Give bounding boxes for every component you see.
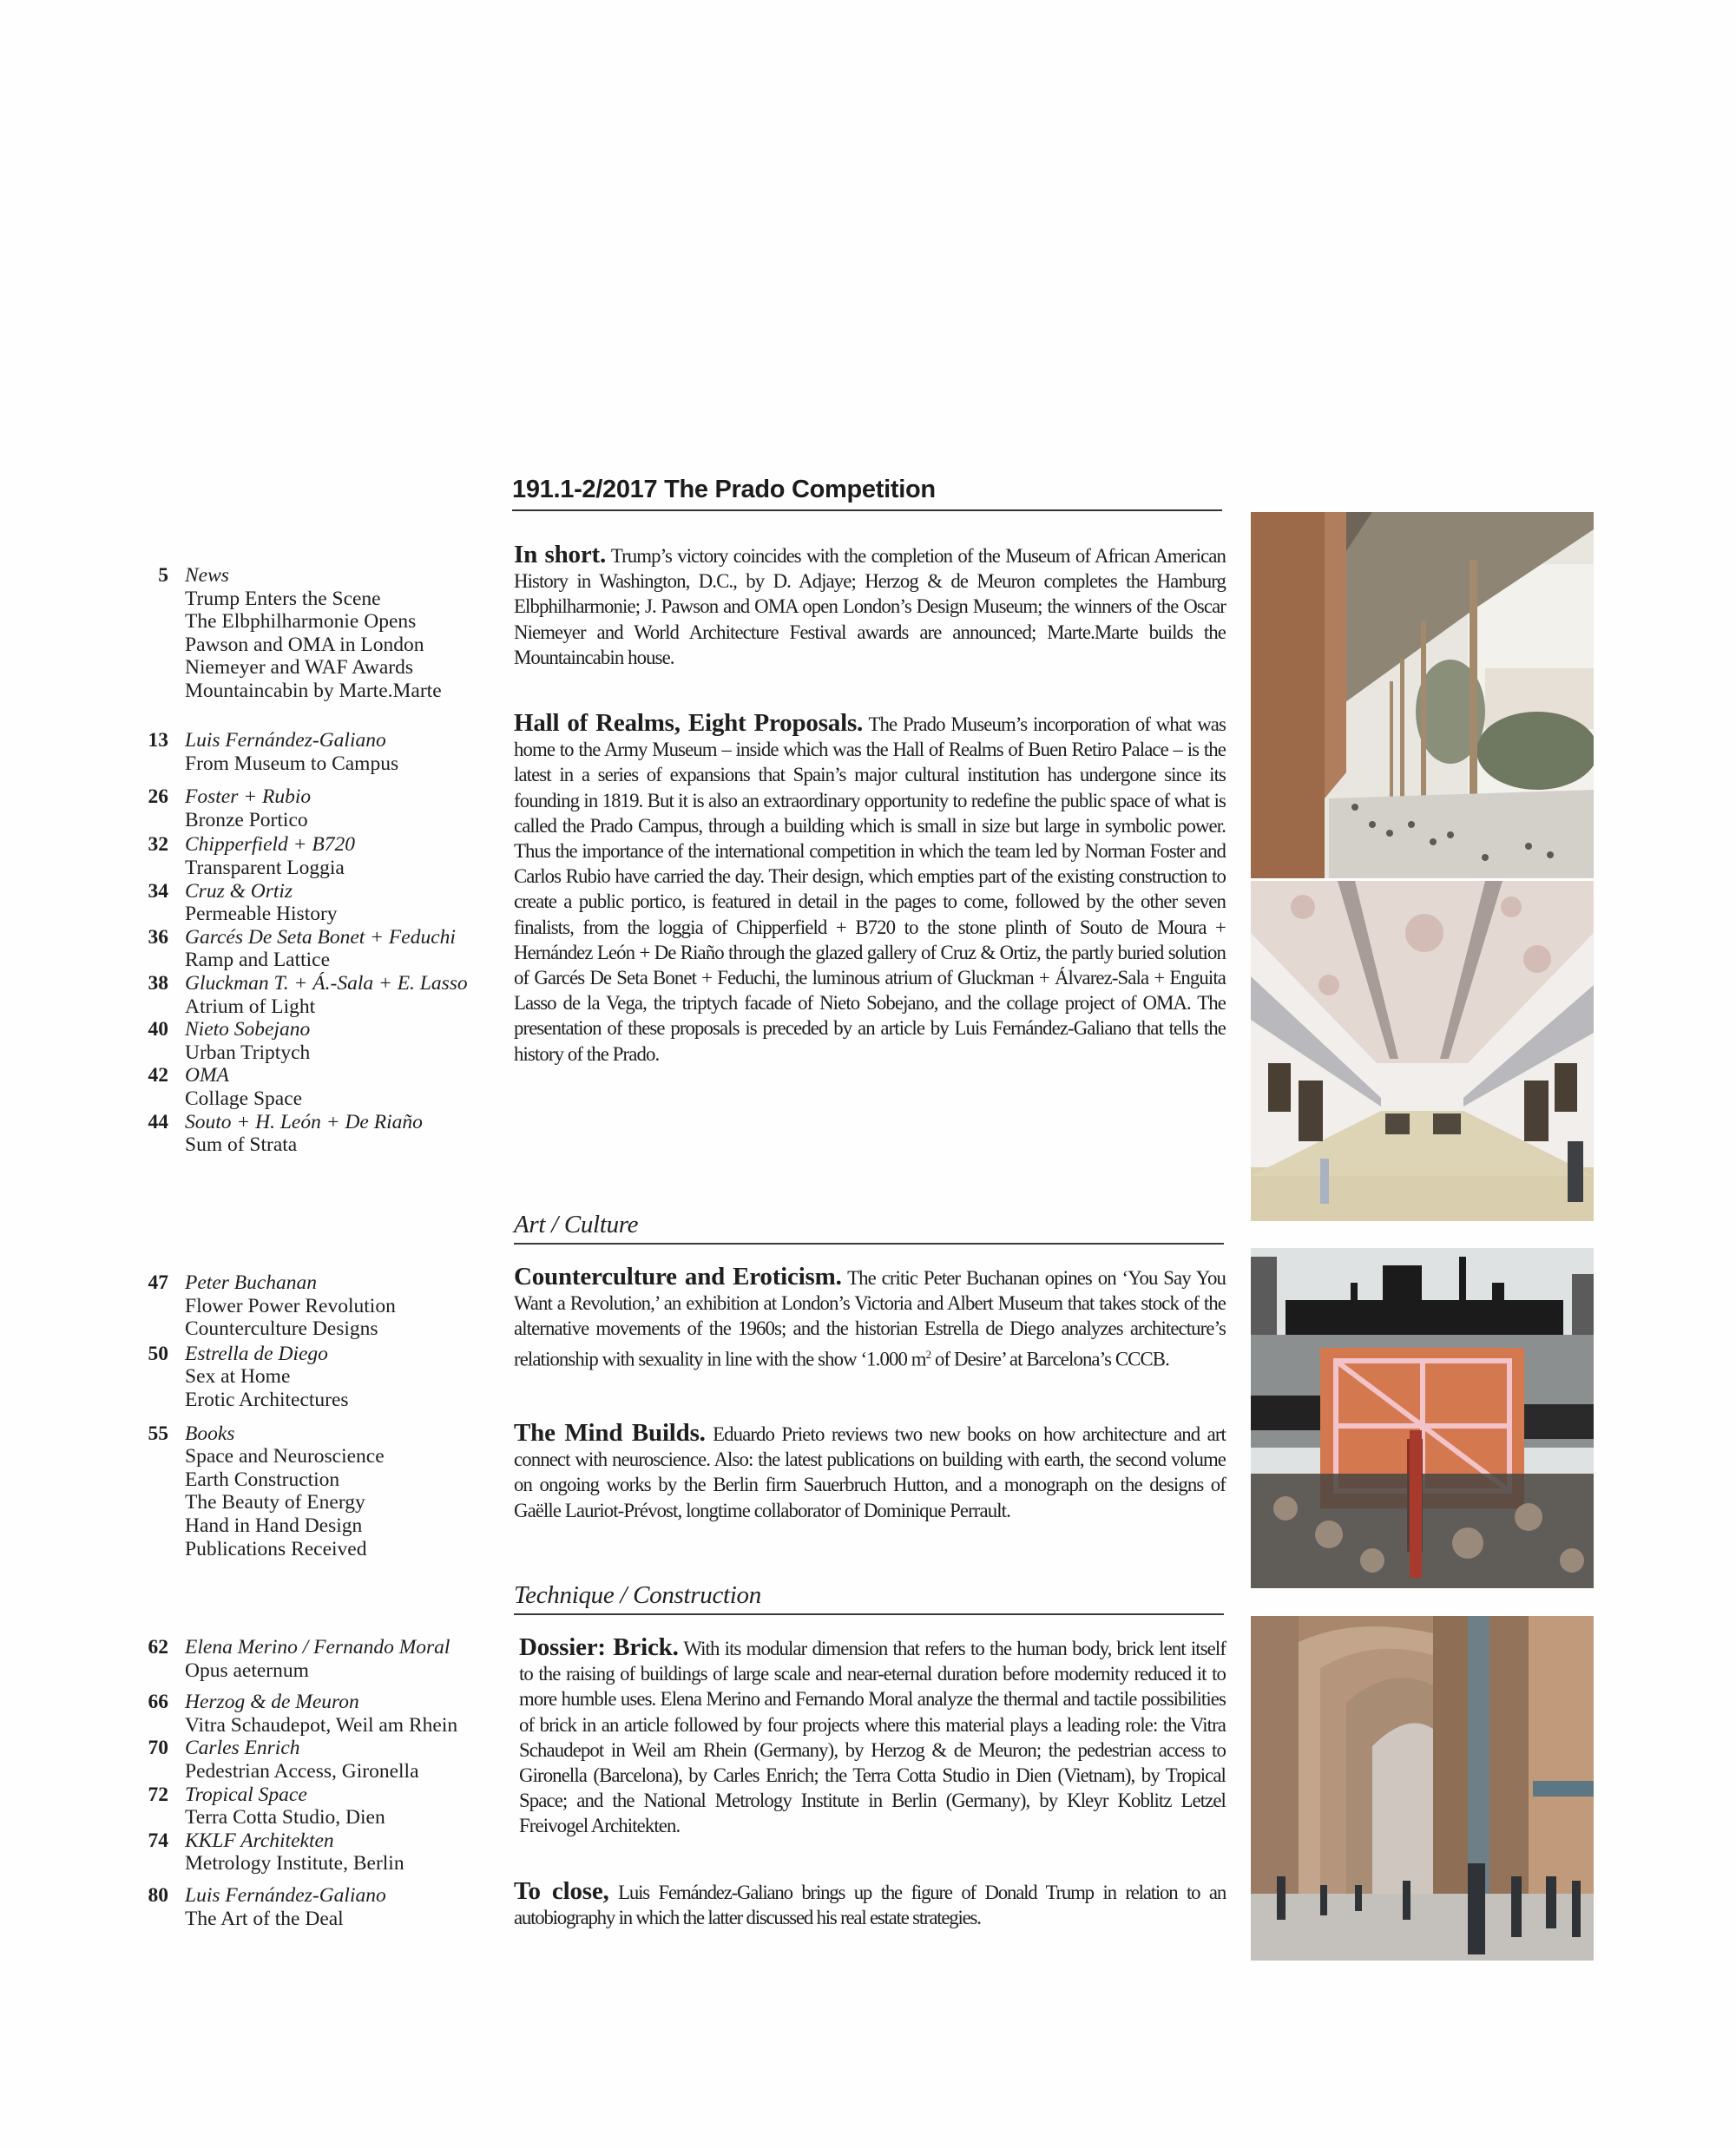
- toc-title: Mountaincabin by Marte.Marte: [185, 679, 442, 702]
- toc-page-number: 40: [148, 1018, 168, 1041]
- toc-title: Urban Triptych: [185, 1041, 311, 1064]
- section-heading-technique-construction: Technique / Construction: [514, 1581, 1224, 1615]
- toc-author: Tropical Space: [185, 1783, 307, 1806]
- toc-author: Chipperfield + B720: [185, 833, 356, 857]
- paragraph-lead: Hall of Realms, Eight Proposals.: [514, 709, 864, 737]
- superscript: 2: [925, 1347, 931, 1361]
- toc-entry[interactable]: [130, 972, 495, 1018]
- toc-group-prado: [130, 729, 495, 1157]
- toc-author: Elena Merino / Fernando Moral: [185, 1636, 450, 1659]
- paragraph-text: With its modular dimension that refers to the human body, brick lent itself to the raising of buildings of large scale and near-eternal duration before modernity reduced it to more humble uses. Elena Merino and Fernando Moral analyze the thermal and tactile possibilities of brick in an article followed by four projects where this material plays a leading role: the Vitra Schaudepot in Weil am Rhein (Germany), by Herzog & de Meuron; the pedestrian access to Gironella (Barcelona), by Carles Enrich; the Terra Cotta Studio in Dien (Vietnam), by Tropical Space; and the National Metrology Institute in Berlin (Germany), by Kleyr Koblitz Letzel Freivogel Architekten.: [519, 1638, 1226, 1837]
- toc-author: Souto + H. León + De Riaño: [185, 1110, 423, 1133]
- toc-title: Publications Received: [185, 1537, 367, 1560]
- toc-page-number: 70: [148, 1737, 168, 1760]
- toc-entry[interactable]: [130, 1343, 495, 1412]
- toc-entry[interactable]: [130, 926, 495, 972]
- toc-title: Collage Space: [185, 1087, 303, 1110]
- toc-author: KKLF Architekten: [185, 1829, 334, 1852]
- bronze-portico-image: [1251, 512, 1594, 878]
- issue-title: 191.1-2/2017 The Prado Competition: [512, 476, 1222, 511]
- toc-author: Gluckman T. + Á.-Sala + E. Lasso: [185, 971, 468, 995]
- toc-page-number: 55: [148, 1422, 168, 1445]
- toc-author: Luis Fernández-Galiano: [185, 1883, 386, 1907]
- toc-title: Flower Power Revolution: [185, 1294, 396, 1317]
- toc-author: Books: [185, 1422, 235, 1445]
- toc-author: Luis Fernández-Galiano: [185, 729, 386, 752]
- toc-page-number: 80: [148, 1883, 168, 1907]
- paragraph-lead: Dossier: Brick.: [519, 1633, 679, 1661]
- brick-hall-illustration: [1251, 1616, 1594, 1961]
- paragraph-lead: To close,: [514, 1877, 609, 1905]
- toc-title: Hand in Hand Design: [185, 1514, 363, 1537]
- toc-title: Ramp and Lattice: [185, 949, 331, 972]
- summary-to-close: [514, 1879, 1226, 1930]
- toc-title: Permeable History: [185, 903, 338, 926]
- toc-page-number: 32: [148, 833, 168, 857]
- toc-title: Earth Construction: [185, 1468, 340, 1491]
- portico-illustration: [1251, 512, 1594, 878]
- toc-entry[interactable]: [130, 1737, 495, 1783]
- toc-group-art-culture: [130, 1271, 495, 1560]
- toc-page-number: 66: [148, 1691, 168, 1714]
- toc-page-number: 74: [148, 1829, 168, 1852]
- paragraph-text: Trump’s victory coincides with the completion of the Museum of African American History in Washington, D.C., by D. Adjaye; Herzog & de Meuron completes the Hamburg Elbphilharmonie; J. Pawson and OMA open London’s Design Museum; the winners of the Oscar Niemeyer and World Architecture Festival awards are announced; Marte.Marte builds the Mountaincabin house.: [514, 545, 1226, 668]
- toc-title: Terra Cotta Studio, Dien: [185, 1806, 385, 1829]
- paragraph-text: Luis Fernández-Galiano brings up the figure of Donald Trump in relation to an autobiography in which the latter discussed his real estate strategies.: [514, 1882, 1226, 1929]
- paragraph-lead: Counterculture and Eroticism.: [514, 1263, 842, 1291]
- toc-entry[interactable]: [130, 785, 495, 831]
- toc-group-technique: [130, 1636, 495, 1930]
- toc-page-number: 13: [148, 729, 168, 752]
- toc-title: Sex at Home: [185, 1365, 291, 1389]
- toc-entry[interactable]: [130, 1829, 495, 1875]
- toc-group-news: [130, 564, 495, 703]
- summary-in-short: [514, 542, 1226, 670]
- paragraph-text: The critic Peter Buchanan opines on ‘You Say You Want a Revolution,’ an exhibition at London’s Victoria and Albert Museum that takes stock of the alternative movements of the 1960s; and the historian Estrella de Diego analyzes architecture’s relationship with sexuality in line with the show ‘1.000 m: [514, 1267, 1226, 1370]
- toc-title: Atrium of Light: [185, 995, 316, 1018]
- toc-author: Nieto Sobejano: [185, 1018, 311, 1041]
- toc-author: OMA: [185, 1064, 229, 1087]
- toc-title: Space and Neuroscience: [185, 1445, 385, 1468]
- toc-title: The Elbphilharmonie Opens: [185, 610, 417, 634]
- paragraph-lead: In short.: [514, 541, 607, 568]
- summary-mind-builds: [514, 1421, 1226, 1523]
- toc-author: Foster + Rubio: [185, 785, 312, 809]
- toc-entry[interactable]: [130, 1064, 495, 1110]
- toc-title: Niemeyer and WAF Awards: [185, 656, 414, 680]
- toc-title: Pedestrian Access, Gironella: [185, 1759, 419, 1783]
- toc-entry[interactable]: [130, 833, 495, 879]
- toc-entry[interactable]: [130, 1691, 495, 1737]
- toc-title: Counterculture Designs: [185, 1317, 378, 1341]
- toc-title: The Art of the Deal: [185, 1907, 344, 1930]
- toc-title: Erotic Architectures: [185, 1388, 349, 1411]
- gallery-illustration: [1251, 881, 1594, 1221]
- collage-illustration: [1251, 1248, 1594, 1588]
- toc-author: Herzog & de Meuron: [185, 1691, 359, 1714]
- toc-entry[interactable]: [130, 1018, 495, 1064]
- toc-author: Carles Enrich: [185, 1737, 300, 1760]
- toc-page-number: 44: [148, 1110, 168, 1133]
- toc-entry[interactable]: [130, 1271, 495, 1341]
- brick-arches-image: [1251, 1616, 1594, 1961]
- counterculture-collage-image: [1251, 1248, 1594, 1588]
- paragraph-text: The Prado Museum’s incorporation of what was home to the Army Museum – inside which was the Hall of Realms of Buen Retiro Palace – is the latest in a series of expansions that Spain’s major cultural institution has undergone since its founding in 1819. But it is also an extraordinary opportunity to redefine the public space of what is called the Prado Campus, through a building which is small in size but large in symbolic power. Thus the importance of the international competition in which the team led by Norman Foster and Carlos Rubio have carried the day. Their design, which empties part of the existing construction to create a public portico, is featured in detail in the pages to come, followed by the other seven finalists, from the loggia of Chipperfield + B720 to the stone plinth of Souto de Moura + Hernández León + De Riaño through the glazed gallery of Cruz & Ortiz, the partly buried solution of Garcés De Seta Bonet + Feduchi, the luminous atrium of Gluckman + Álvarez-Sala + Enguita Lasso de la Vega, the triptych facade of Nieto Sobejano, and the collage project of OMA. The presentation of these proposals is preceded by an article by Luis Fernández-Galiano that tells the history of the Prado.: [514, 713, 1226, 1065]
- toc-entry[interactable]: [130, 1783, 495, 1829]
- summary-hall-of-realms: [514, 711, 1226, 1067]
- toc-page-number: 62: [148, 1636, 168, 1659]
- toc-title: The Beauty of Energy: [185, 1491, 365, 1514]
- toc-title: From Museum to Campus: [185, 752, 399, 775]
- toc-entry[interactable]: [130, 564, 495, 703]
- toc-title: Pawson and OMA in London: [185, 633, 424, 656]
- toc-page-number: 34: [148, 879, 168, 903]
- toc-page-number: 26: [148, 785, 168, 809]
- section-heading-art-culture: Art / Culture: [514, 1211, 1224, 1245]
- toc-entry[interactable]: [130, 1422, 495, 1561]
- summary-counterculture: [514, 1264, 1226, 1371]
- toc-author: News: [185, 564, 229, 587]
- paragraph-text: of Desire’ at Barcelona’s CCCB.: [930, 1348, 1169, 1370]
- toc-page-number: 36: [148, 925, 168, 949]
- toc-page-number: 72: [148, 1783, 168, 1806]
- toc-title: Bronze Portico: [185, 808, 308, 831]
- toc-title: Transparent Loggia: [185, 856, 345, 879]
- toc-page-number: 50: [148, 1342, 168, 1365]
- toc-entry[interactable]: [130, 1636, 495, 1682]
- toc-author: Cruz & Ortiz: [185, 879, 293, 903]
- toc-entry[interactable]: [130, 729, 495, 775]
- hall-of-realms-image: [1251, 881, 1594, 1221]
- toc-page-number: 47: [148, 1271, 168, 1294]
- toc-entry[interactable]: [130, 880, 495, 926]
- toc-title: Opus aeternum: [185, 1659, 309, 1682]
- toc-page-number: 5: [158, 564, 168, 587]
- paragraph-lead: The Mind Builds.: [514, 1419, 706, 1447]
- toc-page-number: 42: [148, 1064, 168, 1087]
- toc-entry[interactable]: [130, 1111, 495, 1157]
- summary-dossier-brick: [519, 1635, 1226, 1839]
- toc-entry[interactable]: [130, 1884, 495, 1930]
- toc-author: Peter Buchanan: [185, 1271, 318, 1294]
- toc-author: Garcés De Seta Bonet + Feduchi: [185, 925, 456, 949]
- toc-title: Metrology Institute, Berlin: [185, 1852, 404, 1875]
- toc-author: Estrella de Diego: [185, 1342, 328, 1365]
- toc-title: Trump Enters the Scene: [185, 587, 381, 610]
- toc-title: Sum of Strata: [185, 1133, 298, 1157]
- toc-title: Vitra Schaudepot, Weil am Rhein: [185, 1713, 458, 1737]
- toc-page-number: 38: [148, 971, 168, 995]
- paragraph-text: Eduardo Prieto reviews two new books on how architecture and art connect with neuroscience. Also: the latest publications on building with earth, the second volume on ongoing works by the Berlin firm Sauerbruch Hutton, and a monograph on the designs of Gaëlle Lauriot-Prévost, longtime collaborator of Dominique Perrault.: [514, 1423, 1226, 1521]
